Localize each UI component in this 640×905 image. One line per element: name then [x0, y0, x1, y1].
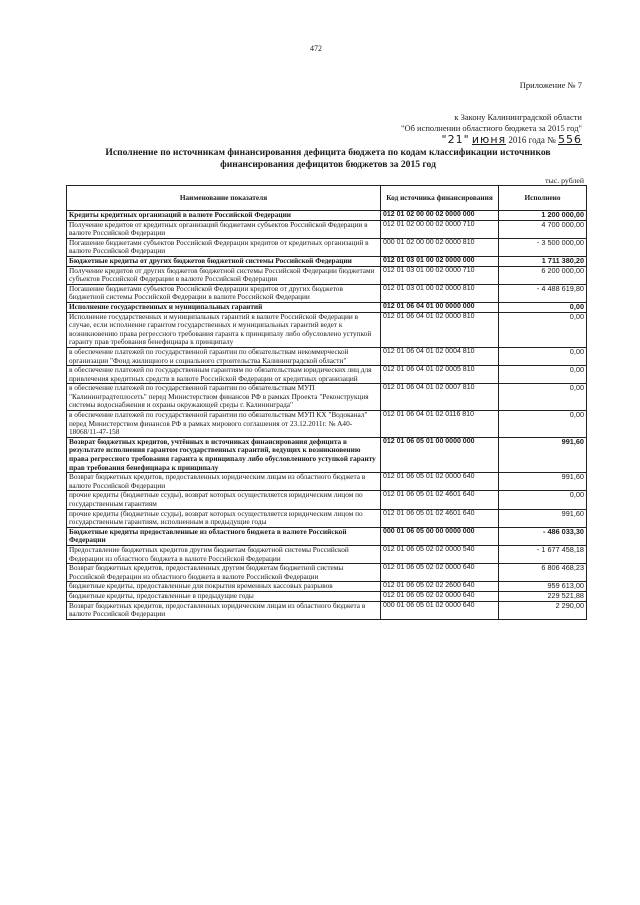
- row-value-cell: 991,60: [499, 473, 587, 491]
- row-value-cell: 0,00: [499, 411, 587, 438]
- table-row: [67, 591, 587, 601]
- row-name-cell: Исполнение государственных и муниципальных гарантий в валюте Российской Федерации в случае, если исполнение гарантом государственных и муниципальных гарантий ведет к возникновению права регрессного требования гаранта к принципалу либо обусловлено уступкой гаранту прав требования бенефициара к принципалу: [67, 312, 381, 347]
- table-row: [67, 266, 587, 284]
- row-value-cell: 0,00: [499, 491, 587, 509]
- row-value-cell: 991,60: [499, 437, 587, 472]
- row-value-cell: 229 521,88: [499, 591, 587, 601]
- row-value-cell: - 1 677 458,18: [499, 545, 587, 563]
- row-value-cell: 1 200 000,00: [499, 211, 587, 221]
- table-row: [67, 211, 587, 221]
- table-row: [67, 473, 587, 491]
- row-name-cell: Предоставление бюджетных кредитов другим бюджетам бюджетной системы Российской Федерации из областного бюджета в валюте Российской Федерации: [67, 545, 381, 563]
- row-code-cell: 012 01 03 01 00 02 0000 810: [381, 284, 499, 302]
- row-value-cell: - 3 500 000,00: [499, 238, 587, 256]
- table-row: [67, 384, 587, 411]
- row-name-cell: бюджетные кредиты, предоставленные в предыдущие годы: [67, 591, 381, 601]
- row-name-cell: Получение кредитов от кредитных организаций бюджетами субъектов Российской Федерации в валюте Российской Федерации: [67, 220, 381, 238]
- row-code-cell: 012 01 06 05 02 02 0000 540: [381, 545, 499, 563]
- row-value-cell: - 4 488 619,80: [499, 284, 587, 302]
- table-row: [67, 601, 587, 619]
- row-code-cell: 012 01 06 04 01 02 0004 810: [381, 347, 499, 365]
- row-code-cell: 012 01 06 05 01 02 0000 640: [381, 473, 499, 491]
- table-row: [67, 220, 587, 238]
- sources-table: [66, 185, 587, 620]
- column-header-code: Код источника финансирования: [381, 186, 499, 211]
- row-value-cell: 0,00: [499, 366, 587, 384]
- row-value-cell: 991,60: [499, 509, 587, 527]
- row-value-cell: 6 200 000,00: [499, 266, 587, 284]
- row-name-cell: Возврат бюджетных кредитов, предоставленных юридическим лицам из областного бюджета в валюте Российской Федерации: [67, 473, 381, 491]
- row-name-cell: Погашение бюджетами субъектов Российской Федерации кредитов от других бюджетов бюджетной системы Российской Федерации в валюте Российской Федерации: [67, 284, 381, 302]
- row-value-cell: 0,00: [499, 312, 587, 347]
- row-name-cell: Кредиты кредитных организаций в валюте Российской Федерации: [67, 211, 381, 221]
- appendix-label: Приложение № 7: [519, 80, 582, 90]
- row-name-cell: Возврат бюджетных кредитов, учтённых в источниках финансирования дефицита в результате исполнения гарантом государственных гарантий, ведущих к возникновению права регрессного требования гаранта к принципалу либо обусловленного уступкой гаранту прав требования бенефициара к принципалу: [67, 437, 381, 472]
- row-code-cell: 012 01 06 04 01 02 0116 810: [381, 411, 499, 438]
- table-row: [67, 411, 587, 438]
- row-name-cell: бюджетные кредиты, предоставленные для покрытия временных кассовых разрывов: [67, 582, 381, 592]
- table-row: [67, 509, 587, 527]
- table-row: [67, 284, 587, 302]
- row-code-cell: 012 01 06 04 01 02 0000 810: [381, 312, 499, 347]
- law-day: "21": [441, 133, 470, 146]
- row-code-cell: 012 01 06 04 01 00 0000 000: [381, 302, 499, 312]
- law-reference: [401, 112, 582, 146]
- row-name-cell: Исполнение государственных и муниципальных гарантий: [67, 302, 381, 312]
- row-code-cell: 012 01 06 05 01 02 4601 640: [381, 491, 499, 509]
- law-line-2: "Об исполнении областного бюджета за 2015 год": [401, 123, 582, 133]
- column-header-name: Наименование показателя: [67, 186, 381, 211]
- table-row: [67, 302, 587, 312]
- row-name-cell: в обеспечение платежей по государственной гарантии по обязательствам МУП "Калининградтеплосеть" перед Министерством финансов РФ в рамках Проекта "Реконструкция системы водоснабжения и охраны окружающей среды г. Калининграда": [67, 384, 381, 411]
- row-value-cell: 6 806 468,23: [499, 564, 587, 582]
- law-line-1: к Закону Калининградской области: [454, 112, 582, 122]
- row-code-cell: 012 01 06 05 02 02 0000 640: [381, 591, 499, 601]
- page-number: 472: [310, 44, 322, 53]
- row-name-cell: Возврат бюджетных кредитов, предоставленных юридическим лицам из областного бюджета в валюте Российской Федерации: [67, 601, 381, 619]
- row-name-cell: в обеспечение платежей по государственной гарантии по обязательствам МУП КХ "Водоканал" перед Министерством финансов РФ в рамках мирового соглашения от 23.12.2011г. № А40-18068/11-47-158: [67, 411, 381, 438]
- table-row: [67, 545, 587, 563]
- row-value-cell: 959 613,00: [499, 582, 587, 592]
- row-value-cell: 4 700 000,00: [499, 220, 587, 238]
- row-value-cell: - 486 033,30: [499, 527, 587, 545]
- row-name-cell: Бюджетные кредиты предоставленные из областного бюджета в валюте Российской Федерации: [67, 527, 381, 545]
- table-row: [67, 312, 587, 347]
- table-header-row: [67, 186, 587, 211]
- row-value-cell: 1 711 380,20: [499, 256, 587, 266]
- row-code-cell: 012 01 03 01 00 02 0000 000: [381, 256, 499, 266]
- units-label: тыс. рублей: [545, 176, 584, 185]
- row-name-cell: в обеспечение платежей по государственной гарантии по обязательствам некоммерческой организации "Фонд жилищного и социального строительства Калининградской области": [67, 347, 381, 365]
- row-code-cell: 000 01 06 05 00 00 0000 000: [381, 527, 499, 545]
- row-code-cell: 012 01 06 04 01 02 0005 810: [381, 366, 499, 384]
- row-name-cell: Возврат бюджетных кредитов, предоставленных другим бюджетам бюджетной системы Российской Федерации из областного бюджета в валюте Российской Федерации: [67, 564, 381, 582]
- row-code-cell: 012 01 03 01 00 02 0000 710: [381, 266, 499, 284]
- table-row: [67, 238, 587, 256]
- row-code-cell: 000 01 06 05 01 02 0000 640: [381, 601, 499, 619]
- table-row: [67, 256, 587, 266]
- row-name-cell: в обеспечение платежей по государственным гарантиям по обязательствам юридических лиц для привлечения кредитных средств в валюте Российской Федерации от кредитных организаций: [67, 366, 381, 384]
- row-value-cell: 0,00: [499, 302, 587, 312]
- row-code-cell: 012 01 06 05 01 00 0000 000: [381, 437, 499, 472]
- row-code-cell: 012 01 06 05 02 02 0000 640: [381, 564, 499, 582]
- table-row: [67, 347, 587, 365]
- row-value-cell: 2 290,00: [499, 601, 587, 619]
- row-name-cell: прочие кредиты (бюджетные ссуды), возврат которых осуществляется юридическим лицом по государственным гарантиям, исполненным в предыдущие годы: [67, 509, 381, 527]
- row-code-cell: 012 01 02 00 00 02 0000 710: [381, 220, 499, 238]
- row-value-cell: 0,00: [499, 347, 587, 365]
- row-code-cell: 012 01 06 05 01 02 4601 640: [381, 509, 499, 527]
- row-name-cell: Бюджетные кредиты от других бюджетов бюджетной системы Российской Федерации: [67, 256, 381, 266]
- table-row: [67, 564, 587, 582]
- law-date-line: [401, 134, 582, 146]
- table-row: [67, 527, 587, 545]
- table-row: [67, 366, 587, 384]
- law-number: 556: [558, 133, 582, 146]
- row-value-cell: 0,00: [499, 384, 587, 411]
- row-name-cell: Погашение бюджетами субъектов Российской Федерации кредитов от кредитных организаций в валюте Российской Федерации: [67, 238, 381, 256]
- table-body: [67, 211, 587, 620]
- row-code-cell: 000 01 02 00 00 02 0000 810: [381, 238, 499, 256]
- row-code-cell: 012 01 06 05 02 02 2600 640: [381, 582, 499, 592]
- row-name-cell: Получение кредитов от других бюджетов бюджетной системы Российской Федерации бюджетами субъектов Российской Федерации в валюте Российской Федерации: [67, 266, 381, 284]
- row-code-cell: 012 01 02 00 00 02 0000 000: [381, 211, 499, 221]
- column-header-value: Исполнено: [499, 186, 587, 211]
- table-row: [67, 582, 587, 592]
- law-year: 2016 года №: [508, 135, 556, 145]
- law-month: июня: [471, 133, 507, 146]
- table-row: [67, 491, 587, 509]
- document-title: Исполнение по источникам финансирования дефицита бюджета по кодам классификации источников финансирования дефицитов бюджетов за 2015 год: [105, 147, 551, 170]
- row-name-cell: прочие кредиты (бюджетные ссуды), возврат которых осуществляется юридическим лицом по государственным гарантиям: [67, 491, 381, 509]
- row-code-cell: 012 01 06 04 01 02 0007 810: [381, 384, 499, 411]
- table-row: [67, 437, 587, 472]
